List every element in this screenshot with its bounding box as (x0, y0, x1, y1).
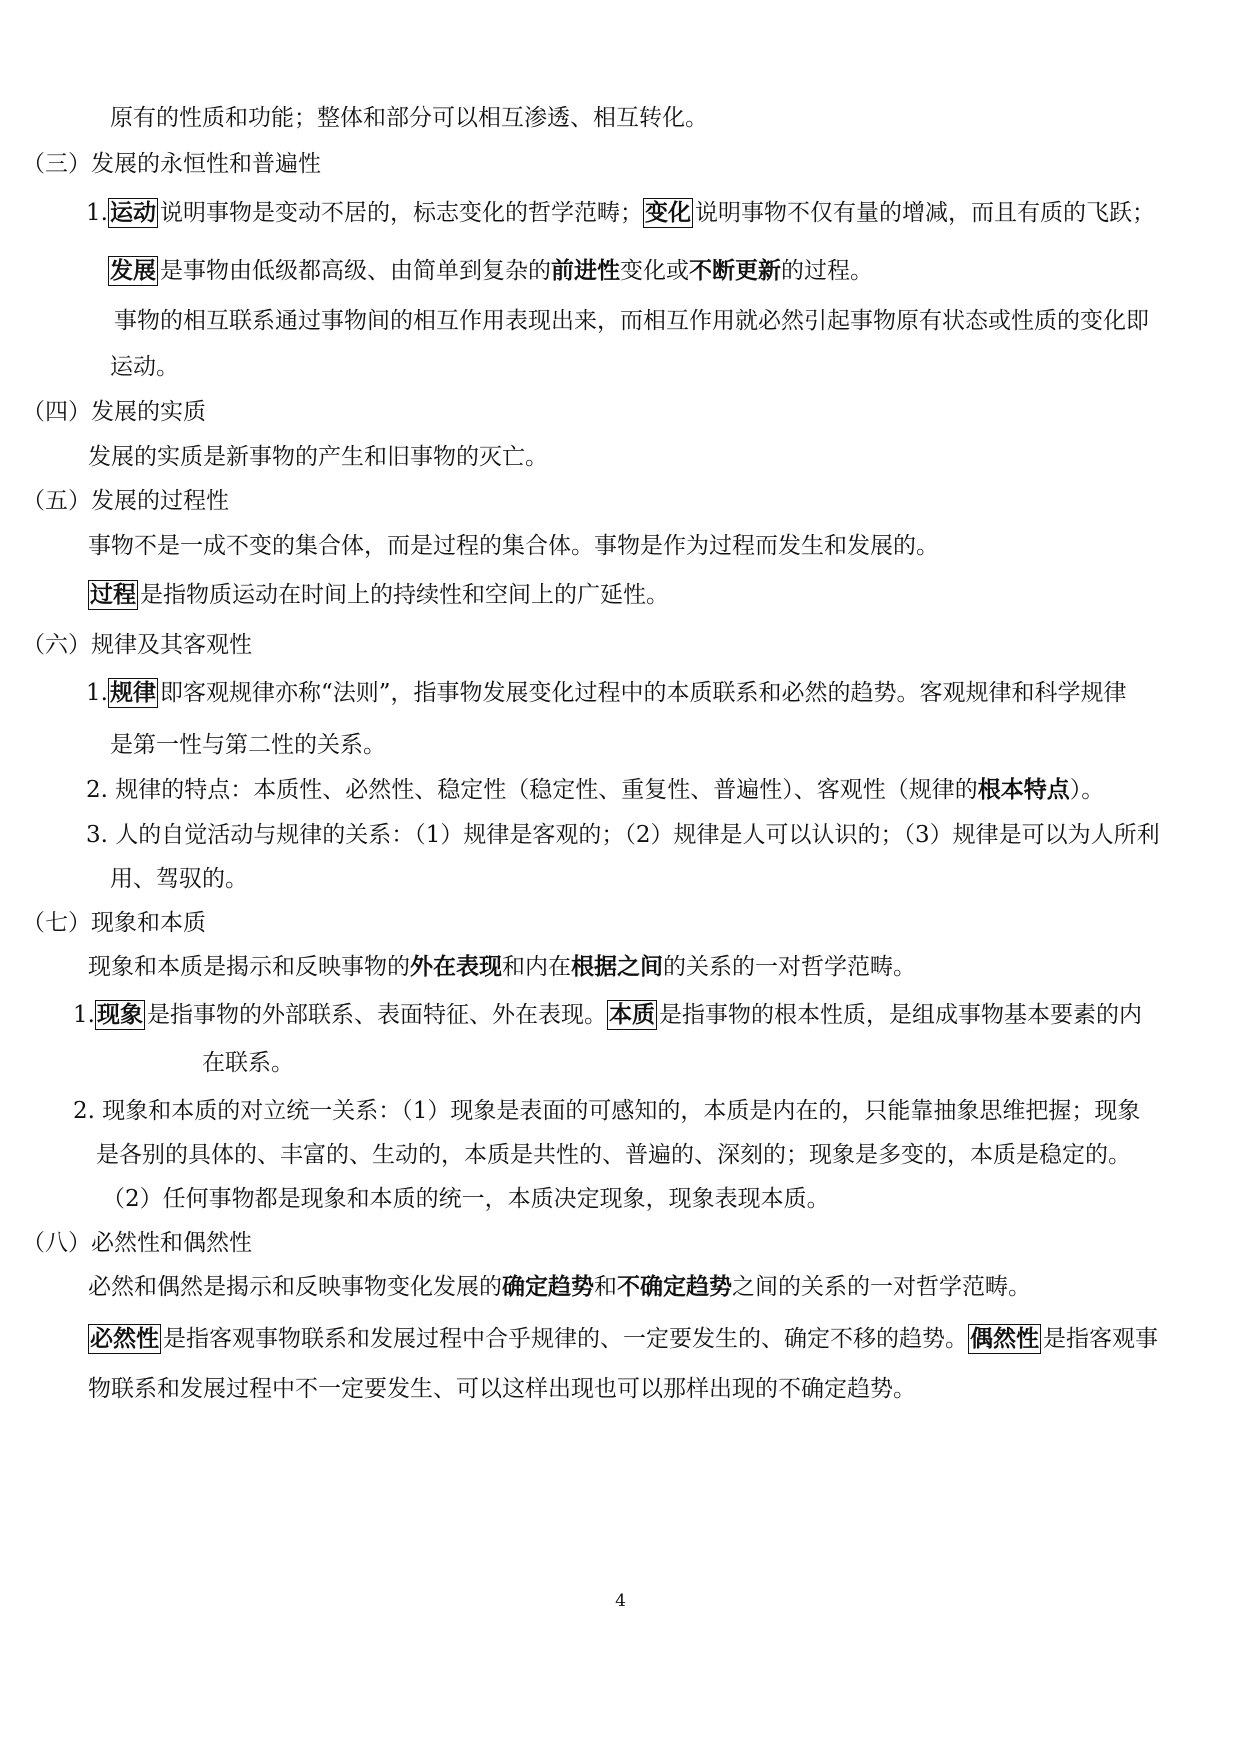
term-box: 发展 (110, 258, 156, 284)
text-line (88, 1324, 1158, 1354)
text: 说明事物是变动不居的，标志变化的哲学范畴； (159, 200, 643, 226)
text: 物联系和发展过程中不一定要发生、可以这样出现也可以那样出现的不确定趋势。 (88, 1376, 916, 1402)
text: 变化或 (620, 258, 689, 284)
bold-text: 前进性 (551, 258, 620, 284)
text: 和 (594, 1274, 617, 1300)
heading-text: （四）发展的实质 (22, 399, 206, 425)
text: 发展的实质是新事物的产生和旧事物的灭亡。 (88, 444, 548, 470)
page-number: 4 (615, 1591, 626, 1611)
section-heading (22, 397, 206, 427)
text: ）。 (1069, 777, 1105, 803)
text: 的过程。 (781, 258, 873, 284)
text: 是各别的具体的、丰富的、生动的，本质是共性的、普遍的、深刻的；现象是多变的，本质是稳定的。 (96, 1142, 1131, 1168)
text: 是事物由低级都高级、由简单到复杂的 (160, 258, 551, 284)
text-line (86, 820, 1160, 850)
text-line (88, 1374, 916, 1404)
text-line (96, 1140, 1131, 1170)
text: （2）任何事物都是现象和本质的统一，本质决定现象，现象表现本质。 (102, 1186, 830, 1212)
text-line (88, 580, 669, 610)
section-heading (22, 486, 229, 516)
text-line (202, 1048, 294, 1078)
bold-text: 不断更新 (689, 258, 781, 284)
text: 2. 现象和本质的对立统一关系：（1）现象是表面的可感知的，本质是内在的，只能靠抽象思维把握；现象 (73, 1098, 1141, 1124)
list-number: 1. (86, 680, 108, 706)
term-box: 现象 (96, 1002, 143, 1028)
term-box: 过程 (90, 582, 136, 608)
text: 即客观规律亦称“法则”，指事物发展变化过程中的本质联系和必然的趋势。客观规律和科学规律 (159, 680, 1127, 706)
text-line (86, 678, 1126, 708)
text: 用、驾驭的。 (110, 866, 248, 892)
term-box: 偶然性 (970, 1326, 1039, 1352)
list-number: 1. (86, 200, 108, 226)
text-line (73, 1096, 1140, 1126)
term-box: 本质 (608, 1002, 655, 1028)
text-line (88, 531, 939, 561)
term-box: 必然性 (90, 1326, 159, 1352)
section-heading (22, 630, 252, 660)
text-line (108, 256, 873, 286)
text: 的关系的一对哲学范畴。 (663, 954, 916, 980)
text: 和内在 (502, 954, 571, 980)
text-line (114, 306, 1149, 336)
text: 之间的关系的一对哲学范畴。 (732, 1274, 1031, 1300)
text: 3. 人的自觉活动与规律的关系：（1）规律是客观的；（2）规律是人可以认识的；（3）规律是可以为人所利 (86, 822, 1160, 848)
section-heading (22, 1228, 252, 1258)
term-box: 规律 (109, 680, 156, 706)
text-line (110, 730, 386, 760)
text-line (73, 1000, 1142, 1030)
text-line (86, 198, 1155, 228)
text-line (88, 952, 916, 982)
text-line (86, 775, 1104, 805)
text-line (110, 352, 179, 382)
text: 是指物质运动在时间上的持续性和空间上的广延性。 (140, 582, 669, 608)
text: 说明事物不仅有量的增减，而且有质的飞跃； (694, 200, 1155, 226)
term-box: 运动 (109, 200, 156, 226)
text: 是第一性与第二性的关系。 (110, 732, 386, 758)
text: 是指客观事 (1043, 1326, 1158, 1352)
section-heading (22, 149, 321, 179)
text-line (88, 442, 548, 472)
text: 事物的相互联系通过事物间的相互作用表现出来，而相互作用就必然引起事物原有状态或性质的变化即 (114, 308, 1149, 334)
bold-text: 外在表现 (410, 954, 502, 980)
text: 是指事物的根本性质，是组成事物基本要素的内 (658, 1002, 1142, 1028)
heading-text: （六）规律及其客观性 (22, 632, 252, 658)
text-line (88, 1272, 1031, 1302)
heading-text: （三）发展的永恒性和普遍性 (22, 151, 321, 177)
text: 必然和偶然是揭示和反映事物变化发展的 (88, 1274, 502, 1300)
text: 在联系。 (202, 1050, 294, 1076)
text: 是指事物的外部联系、表面特征、外在表现。 (146, 1002, 607, 1028)
bold-text: 确定趋势 (502, 1274, 594, 1300)
text-line (110, 864, 248, 894)
heading-text: （五）发展的过程性 (22, 488, 229, 514)
heading-text: （七）现象和本质 (22, 910, 206, 936)
text: 现象和本质是揭示和反映事物的 (88, 954, 410, 980)
bold-text: 不确定趋势 (617, 1274, 732, 1300)
term-box: 变化 (644, 200, 691, 226)
text: 2. 规律的特点：本质性、必然性、稳定性（稳定性、重复性、普遍性）、客观性（规律的 (86, 777, 978, 803)
heading-text: （八）必然性和偶然性 (22, 1230, 252, 1256)
text: 事物不是一成不变的集合体，而是过程的集合体。事物是作为过程而发生和发展的。 (88, 533, 939, 559)
bold-text: 根据之间 (571, 954, 663, 980)
text-line (102, 1184, 830, 1214)
text: 运动。 (110, 354, 179, 380)
text: 是指客观事物联系和发展过程中合乎规律的、一定要发生的、确定不移的趋势。 (163, 1326, 968, 1352)
text-line (110, 103, 708, 133)
text: 原有的性质和功能；整体和部分可以相互渗透、相互转化。 (110, 105, 708, 131)
bold-text: 根本特点 (977, 777, 1070, 803)
section-heading (22, 908, 206, 938)
list-number: 1. (73, 1002, 95, 1028)
